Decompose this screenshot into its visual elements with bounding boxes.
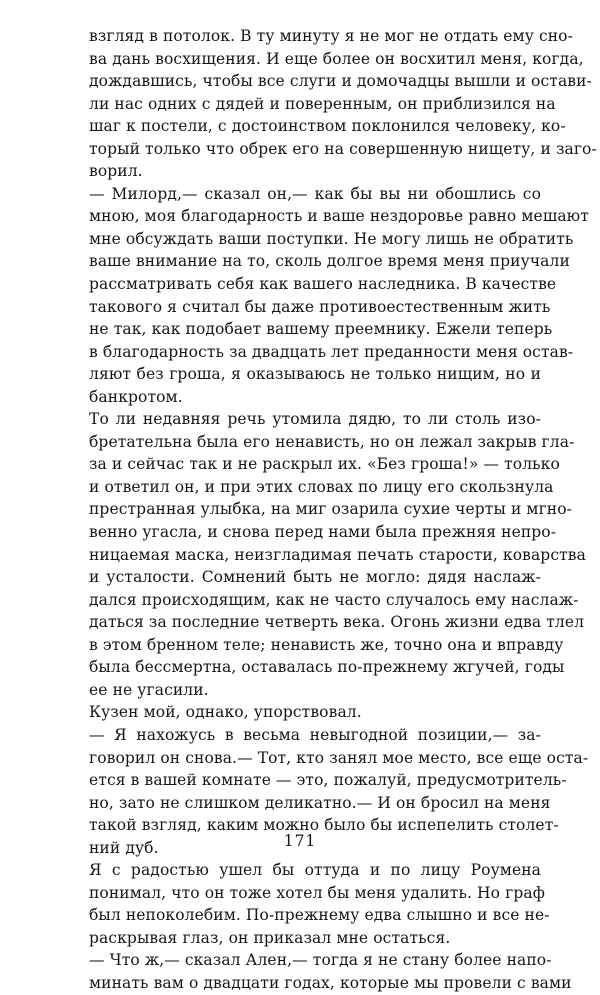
text-line: банкротом. — [89, 387, 183, 406]
text-line: ляют без гроша, я оказываюсь не только нищим, но и — [89, 365, 541, 384]
text-line: ее не угасили. — [89, 680, 209, 699]
text-line: но, зато не слишком деликатно.— И он бросил на меня — [89, 793, 551, 812]
text-line: ва дань восхищения. И еще более он восхитил меня, когда, — [89, 49, 584, 68]
text-line: Кузен мой, однако, упорствовал. — [89, 703, 362, 722]
page-number: 171 — [283, 832, 317, 850]
text-line: не так, как подобает вашему преемнику. Ежели теперь — [89, 320, 553, 339]
text-line: такового я считал бы даже противоестественным жить — [89, 297, 551, 316]
text-line: мною, моя благодарность и ваше нездоровье равно мешают — [89, 207, 589, 226]
text-line: — Я нахожусь в весьма невыгодной позиции,— за- — [89, 725, 541, 744]
text-line: дался происходящим, как не часто случалось ему наслаж- — [89, 590, 579, 609]
text-line: и ответил он, и при этих словах по лицу его скользнула — [89, 477, 554, 496]
text-line: ваше внимание на то, сколь долгое время меня приучали — [89, 252, 570, 271]
text-line: и усталости. Сомнений быть не могло: дядя наслаж- — [89, 568, 541, 587]
text-line: Я с радостью ушел бы оттуда и по лицу Роумена — [89, 861, 541, 880]
text-line: ний дуб. — [89, 838, 159, 857]
text-line: в этом бренном теле; ненависть же, точно она и вправду — [89, 635, 564, 654]
text-line: такой взгляд, каким можно было бы испепелить столет- — [89, 816, 559, 835]
text-line: понимал, что он тоже хотел бы меня удалить. Но граф — [89, 883, 545, 902]
text-line: минать вам о двадцати годах, которые мы провели с вами — [89, 973, 572, 992]
text-line: даться за последние четверть века. Огонь жизни едва тлел — [89, 613, 585, 632]
text-line: — Милорд,— сказал он,— как бы вы ни обошлись со — [89, 184, 541, 203]
text-line: престранная улыбка, на миг озарила сухие черты и мгно- — [89, 500, 572, 519]
text-line: была бессмертна, оставалась по-прежнему жгучей, годы — [89, 658, 565, 677]
text-line: ницаемая маска, неизгладимая печать старости, коварства — [89, 545, 586, 564]
text-line: рассматривать себя как вашего наследника. В качестве — [89, 275, 557, 294]
text-line: в благодарность за двадцать лет преданности меня остав- — [89, 342, 574, 361]
text-line: ли нас одних с дядей и поверенным, он приблизился на — [89, 94, 556, 113]
text-line: дождавшись, чтобы все слуги и домочадцы вышли и остави- — [89, 72, 592, 91]
text-line: за и сейчас так и не раскрыл их. «Без гроша!» — только — [89, 455, 560, 474]
text-line: мне обсуждать ваши поступки. Не могу лишь не обратить — [89, 229, 574, 248]
text-line: был непоколебим. По-прежнему едва слышно и все не- — [89, 906, 550, 925]
text-line: То ли недавняя речь утомила дядю, то ли столь изо- — [89, 410, 541, 429]
text-line: венно угасла, и снова перед нами была прежняя непро- — [89, 523, 557, 542]
text-line: раскрывая глаз, он приказал мне остаться. — [89, 928, 451, 947]
text-line: взгляд в потолок. В ту минуту я не мог не отдать ему сно- — [89, 27, 573, 45]
text-line: шаг к постели, с достоинством поклонился человеку, ко- — [89, 117, 566, 136]
text-line: ется в вашей комнате — это, пожалуй, предусмотритель- — [89, 771, 567, 790]
text-line: торый только что обрек его на совершенную нищету, и заго- — [89, 139, 597, 158]
text-line: говорил он снова.— Тот, кто занял мое место, все еще оста- — [89, 748, 589, 767]
text-line: бретательна была его ненависть, но он лежал закрыв гла- — [89, 432, 575, 451]
text-line: — Что ж,— сказал Ален,— тогда я не стану более напо- — [89, 951, 552, 970]
text-line: ворил. — [89, 162, 143, 181]
